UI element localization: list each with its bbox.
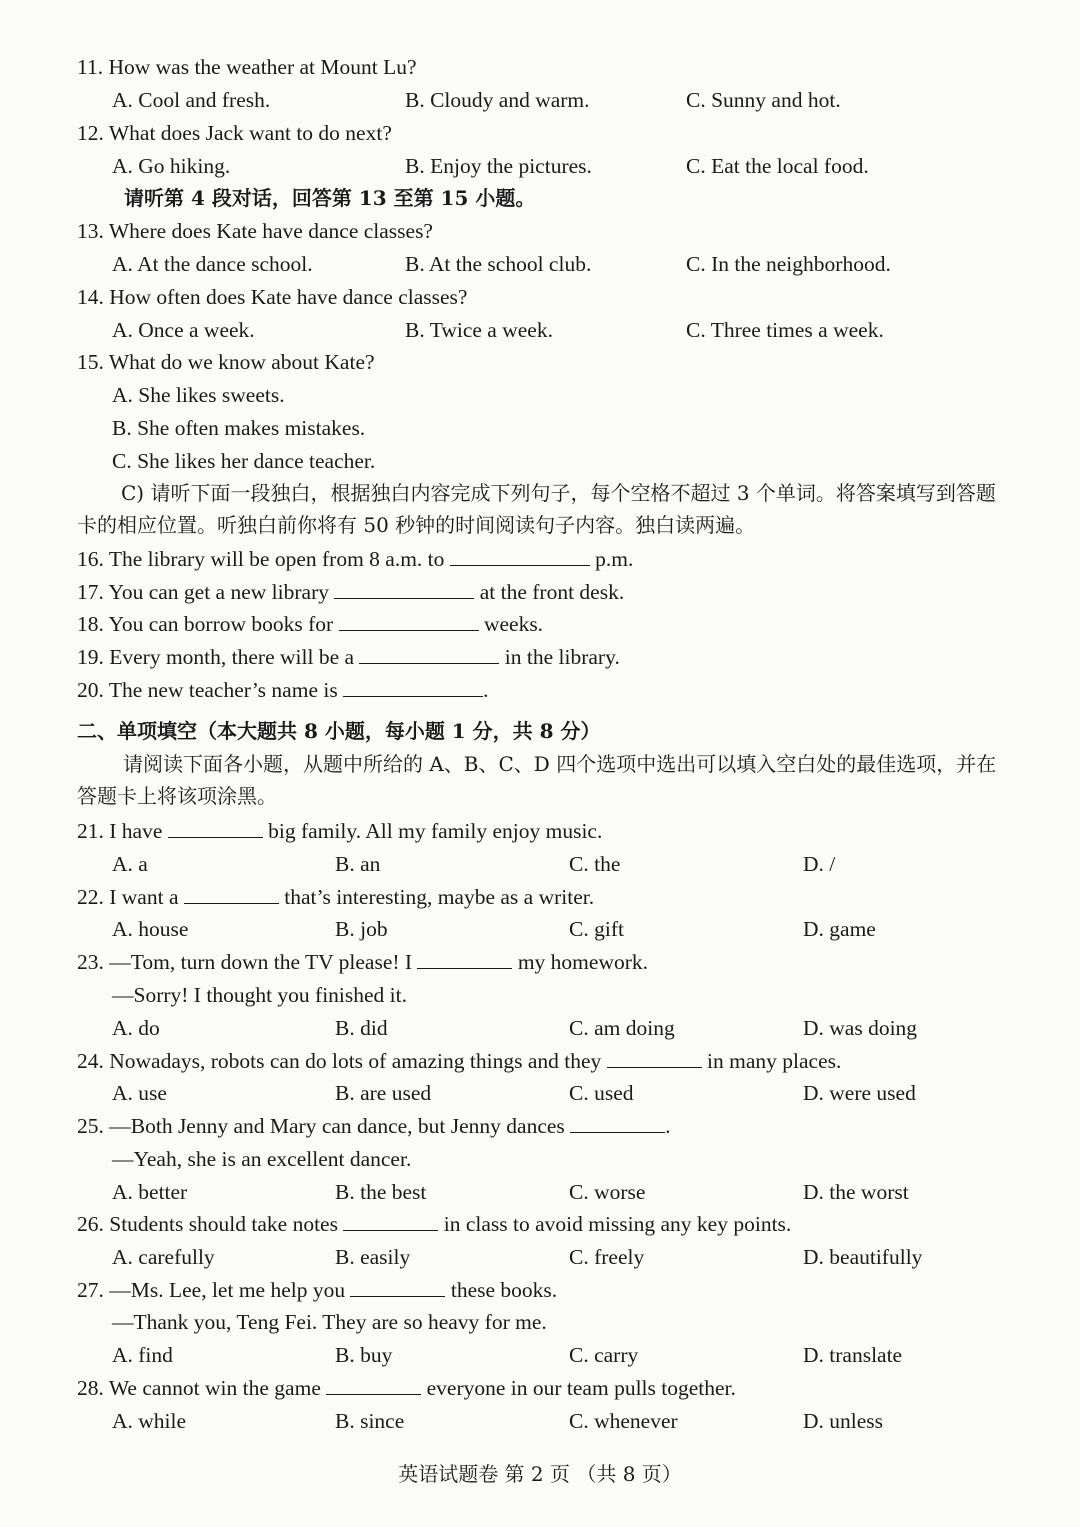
option-c: C. gift — [569, 917, 624, 941]
question-17-after: at the front desk. — [479, 580, 625, 604]
option-d: D. beautifully — [803, 1245, 923, 1269]
option-b: B. job — [335, 917, 388, 941]
stem-before: 27. —Ms. Lee, let me help you — [77, 1278, 346, 1302]
option-c: C. whenever — [569, 1409, 678, 1433]
question-24-stem — [0, 1046, 1080, 1076]
option-c: C. Sunny and hot. — [686, 88, 841, 112]
question-25-reply: —Yeah, she is an excellent dancer. — [112, 1147, 412, 1171]
question-11-stem: 11. How was the weather at Mount Lu? — [77, 55, 417, 79]
option-c: C. worse — [569, 1180, 646, 1204]
option-c: C. am doing — [569, 1016, 675, 1040]
answer-blank — [607, 1048, 702, 1068]
stem-before: 28. We cannot win the game — [77, 1376, 321, 1400]
option-a: A. find — [112, 1343, 173, 1367]
stem-before: 21. I have — [77, 819, 163, 843]
option-c: C. Eat the local food. — [686, 154, 869, 178]
answer-blank — [168, 818, 263, 838]
option-c: C. freely — [569, 1245, 645, 1269]
option-a: A. use — [112, 1081, 167, 1105]
question-26-stem — [0, 1209, 1080, 1239]
question-28-stem — [0, 1373, 1080, 1403]
question-12-stem: 12. What does Jack want to do next? — [77, 121, 392, 145]
question-23-reply: —Sorry! I thought you finished it. — [112, 983, 408, 1007]
question-20-after: . — [483, 678, 489, 702]
option-b: B. Enjoy the pictures. — [405, 154, 592, 178]
option-b: B. since — [335, 1409, 405, 1433]
stem-after: my homework. — [517, 950, 649, 974]
option-a: A. do — [112, 1016, 160, 1040]
answer-blank — [417, 949, 512, 969]
question-18-before: 18. You can borrow books for — [77, 612, 334, 636]
question-22-stem — [0, 882, 1080, 912]
question-17-before: 17. You can get a new library — [77, 580, 329, 604]
option-b: B. She often makes mistakes. — [112, 416, 366, 440]
stem-before: 25. —Both Jenny and Mary can dance, but Jenny dances — [77, 1114, 565, 1138]
stem-after: big family. All my family enjoy music. — [268, 819, 603, 843]
answer-blank — [350, 1277, 445, 1297]
stem-before: 26. Students should take notes — [77, 1212, 338, 1236]
answer-blank — [326, 1375, 421, 1395]
question-16-after: p.m. — [595, 547, 634, 571]
stem-after: these books. — [450, 1278, 558, 1302]
stem-before: 23. —Tom, turn down the TV please! I — [77, 950, 413, 974]
answer-blank — [184, 884, 279, 904]
option-b: B. Cloudy and warm. — [405, 88, 590, 112]
question-25-stem — [0, 1111, 1080, 1141]
option-a: A. She likes sweets. — [112, 383, 285, 407]
question-23-stem — [0, 947, 1080, 977]
option-d: D. were used — [803, 1081, 916, 1105]
option-d: D. game — [803, 917, 876, 941]
option-a: A. Cool and fresh. — [112, 88, 271, 112]
answer-blank — [570, 1113, 665, 1133]
option-d: D. unless — [803, 1409, 884, 1433]
option-b: B. did — [335, 1016, 388, 1040]
question-13-stem: 13. Where does Kate have dance classes? — [77, 219, 433, 243]
question-14-stem: 14. How often does Kate have dance classes? — [77, 285, 468, 309]
question-19-after: in the library. — [504, 645, 620, 669]
question-16 — [0, 544, 1080, 574]
question-20-before: 20. The new teacher’s name is — [77, 678, 338, 702]
answer-blank — [359, 644, 499, 664]
question-17 — [0, 577, 1080, 607]
option-c: C. She likes her dance teacher. — [112, 449, 376, 473]
stem-before: 22. I want a — [77, 885, 179, 909]
option-d: D. translate — [803, 1343, 903, 1367]
section-c-instruction: C) 请听下面一段独白，根据独白内容完成下列句子，每个空格不超过 3 个单词。将答案填写到答题卡的相应位置。听独白前你将有 50 秒钟的时间阅读句子内容。独白读两遍。 — [77, 481, 996, 537]
option-b: B. Twice a week. — [405, 318, 553, 342]
stem-after: everyone in our team pulls together. — [426, 1376, 736, 1400]
question-19-before: 19. Every month, there will be a — [77, 645, 355, 669]
page-footer: 英语试题卷 第 2 页 （共 8 页） — [398, 1462, 682, 1486]
answer-blank — [450, 546, 590, 566]
stem-after: . — [665, 1114, 671, 1138]
option-c: C. carry — [569, 1343, 639, 1367]
question-21-stem — [0, 816, 1080, 846]
option-b: B. easily — [335, 1245, 411, 1269]
stem-after: that’s interesting, maybe as a writer. — [284, 885, 595, 909]
option-a: A. Go hiking. — [112, 154, 231, 178]
option-c: C. In the neighborhood. — [686, 252, 891, 276]
question-15-stem: 15. What do we know about Kate? — [77, 350, 375, 374]
answer-blank — [343, 1211, 438, 1231]
option-b: B. At the school club. — [405, 252, 592, 276]
answer-blank — [339, 611, 479, 631]
question-18-after: weeks. — [483, 612, 544, 636]
option-c: C. used — [569, 1081, 634, 1105]
option-a: A. house — [112, 917, 189, 941]
question-18 — [0, 609, 1080, 639]
option-a: A. At the dance school. — [112, 252, 313, 276]
option-a: A. carefully — [112, 1245, 215, 1269]
answer-blank — [334, 579, 474, 599]
dialogue-4-instruction: 请听第 4 段对话，回答第 13 至第 15 小题。 — [124, 186, 536, 210]
question-27-stem — [0, 1275, 1080, 1305]
option-b: B. an — [335, 852, 381, 876]
option-a: A. Once a week. — [112, 318, 255, 342]
question-27-reply: —Thank you, Teng Fei. They are so heavy for me. — [112, 1310, 547, 1334]
option-a: A. better — [112, 1180, 188, 1204]
question-16-before: 16. The library will be open from 8 a.m. to — [77, 547, 445, 571]
answer-blank — [343, 677, 483, 697]
part-2-heading: 二、单项填空（本大题共 8 小题，每小题 1 分，共 8 分） — [77, 719, 601, 743]
option-b: B. are used — [335, 1081, 432, 1105]
option-b: B. buy — [335, 1343, 393, 1367]
option-d: D. / — [803, 852, 836, 876]
question-19 — [0, 642, 1080, 672]
option-d: D. the worst — [803, 1180, 909, 1204]
stem-before: 24. Nowadays, robots can do lots of amazing things and they — [77, 1049, 602, 1073]
option-d: D. was doing — [803, 1016, 918, 1040]
option-a: A. a — [112, 852, 148, 876]
option-b: B. the best — [335, 1180, 427, 1204]
stem-after: in many places. — [707, 1049, 842, 1073]
question-20 — [0, 675, 1080, 705]
option-a: A. while — [112, 1409, 187, 1433]
option-c: C. Three times a week. — [686, 318, 884, 342]
part-2-instruction: 请阅读下面各小题，从题中所给的 A、B、C、D 四个选项中选出可以填入空白处的最佳选项，并在答题卡上将该项涂黑。 — [77, 752, 997, 808]
option-c: C. the — [569, 852, 621, 876]
stem-after: in class to avoid missing any key points. — [443, 1212, 792, 1236]
